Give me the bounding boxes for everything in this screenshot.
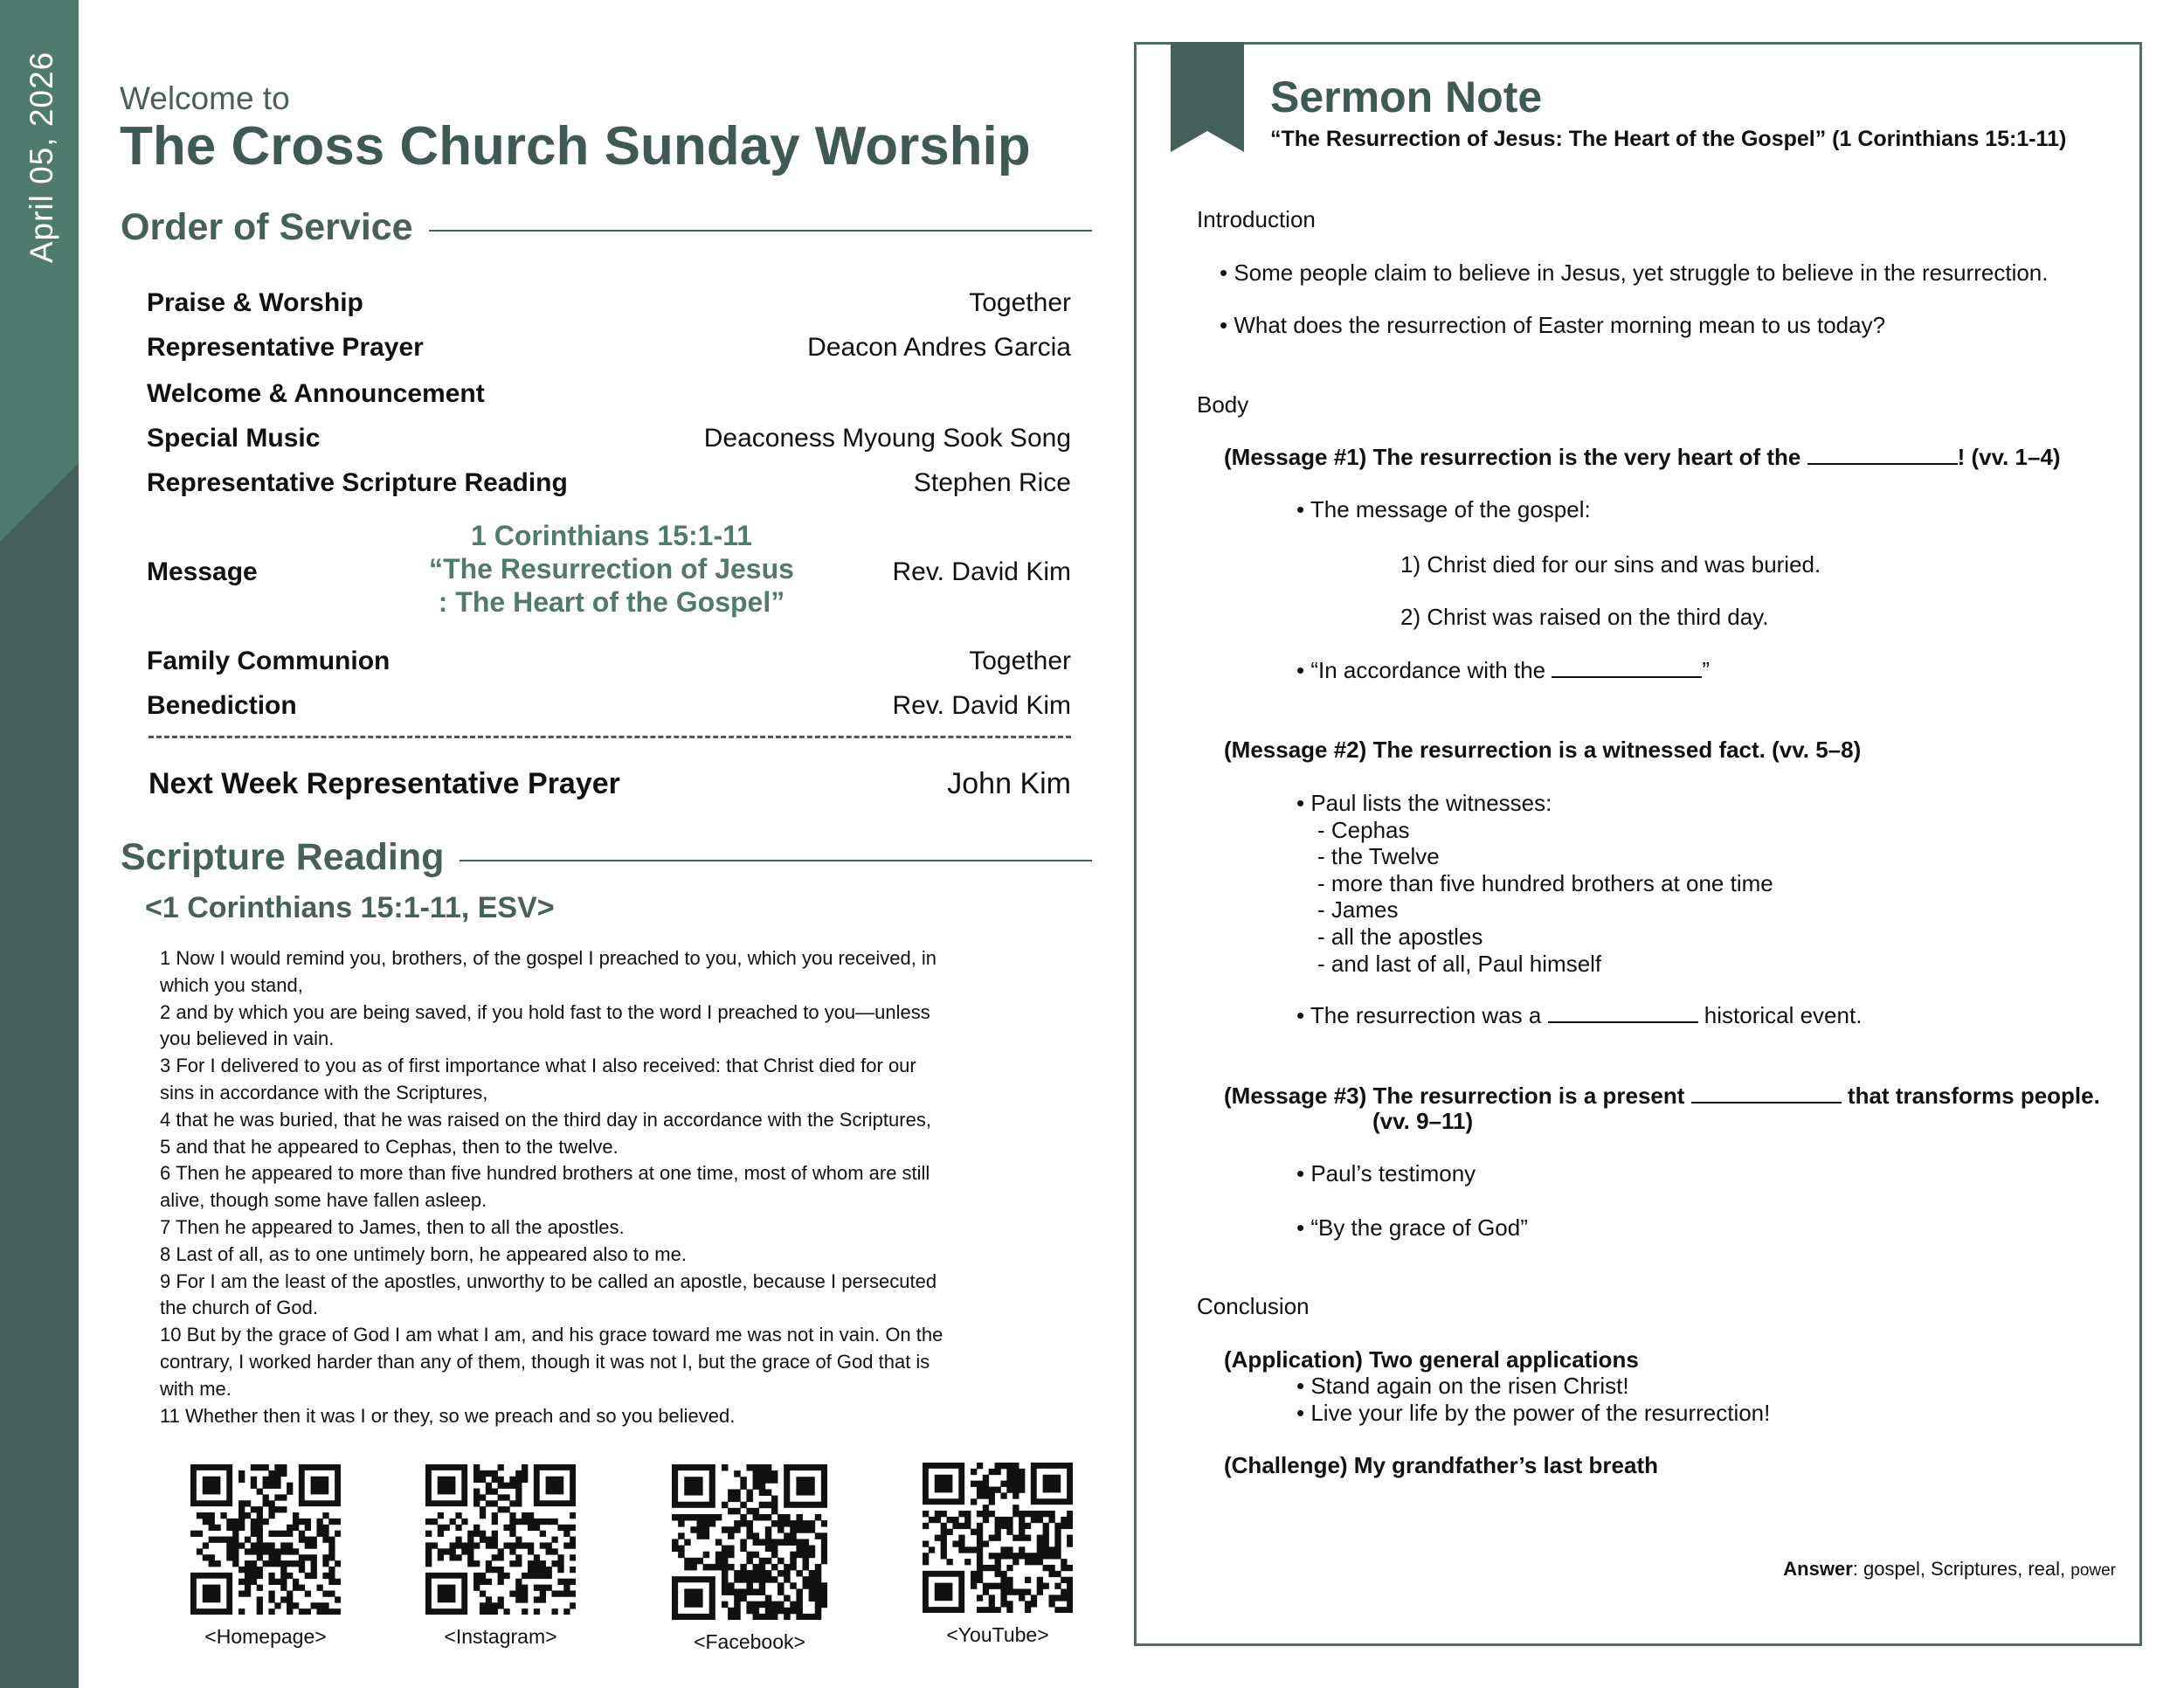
message-3-point	[1224, 1083, 2100, 1110]
service-item-label: Praise & Worship	[147, 288, 363, 317]
fill-text: • The resurrection was a	[1296, 1002, 1542, 1028]
qr-homepage[interactable]	[178, 1464, 353, 1649]
message-2-point: (Message #2) The resurrection is a witnessed fact. (vv. 5–8)	[1224, 737, 1862, 763]
message-title-block	[384, 519, 839, 619]
qr-facebook[interactable]	[662, 1464, 837, 1654]
qr-instagram[interactable]	[413, 1464, 588, 1649]
fill-text: historical event.	[1704, 1002, 1863, 1028]
qr-code-icon[interactable]	[190, 1464, 341, 1615]
sermon-note-subtitle: “The Resurrection of Jesus: The Heart of the Gospel” (1 Corinthians 15:1-11)	[1270, 127, 2067, 151]
witness-item: - all the apostles	[1317, 924, 1483, 950]
witness-item: - and last of all, Paul himself	[1317, 951, 1602, 977]
service-row	[147, 424, 1071, 453]
witness-item: - the Twelve	[1317, 843, 1440, 869]
message-1-point	[1224, 444, 2061, 471]
service-item-label: Representative Scripture Reading	[147, 468, 568, 497]
fill-in-blank[interactable]	[1691, 1084, 1842, 1103]
sidebar-diagonal-shape	[0, 454, 79, 559]
message-3-subpoint: • Paul’s testimony	[1296, 1160, 1476, 1186]
fill-text: ! (vv. 1–4)	[1957, 444, 2061, 470]
sermon-note-title: Sermon Note	[1270, 73, 1543, 121]
fill-text: • “In accordance with the	[1296, 657, 1546, 683]
answer-label: Answer	[1783, 1558, 1853, 1580]
intro-heading: Introduction	[1197, 206, 1316, 232]
page-title: The Cross Church Sunday Worship	[120, 116, 1031, 176]
order-of-service-heading	[121, 206, 1092, 249]
service-item-leader: Deaconess Myoung Sook Song	[703, 424, 1071, 453]
qr-caption: <Instagram>	[444, 1625, 557, 1648]
fill-text: that transforms people.	[1847, 1083, 2100, 1109]
qr-youtube[interactable]	[910, 1463, 1085, 1647]
verse-line: contrary, I worked harder than any of them, though it was not I, but the grace of God that is	[160, 1350, 930, 1373]
witness-item: - Cephas	[1317, 817, 1410, 843]
service-row	[147, 379, 1071, 409]
verse-line: 7 Then he appeared to James, then to all the apostles.	[160, 1215, 625, 1238]
fill-in-blank[interactable]	[1548, 1004, 1698, 1023]
service-item-label: Special Music	[147, 424, 321, 453]
message-2-subpoint: • Paul lists the witnesses:	[1296, 790, 1552, 816]
application-subpoint: • Live your life by the power of the resurrection!	[1296, 1400, 1771, 1426]
service-item-leader: Deacon Andres Garcia	[807, 333, 1071, 362]
next-week-leader: John Kim	[947, 767, 1071, 800]
message-title-line: : The Heart of the Gospel”	[438, 586, 785, 618]
message-3-subpoint: • “By the grace of God”	[1296, 1214, 1528, 1241]
next-week-row	[149, 767, 1071, 801]
fill-text: ”	[1702, 657, 1711, 683]
service-item-leader: Rev. David Kim	[892, 691, 1071, 720]
challenge-point: (Challenge) My grandfather’s last breath	[1224, 1452, 1658, 1478]
verse-line: 2 and by which you are being saved, if you hold fast to the word I preached to you—unless	[160, 1000, 930, 1023]
scripture-text	[160, 945, 1077, 1429]
welcome-text: Welcome to	[120, 80, 290, 116]
answer-key	[1783, 1558, 2116, 1581]
dashed-divider	[149, 736, 1071, 738]
verse-line: 3 For I delivered to you as of first importance what I also received: that Christ died for our	[160, 1055, 916, 1077]
message-reference: 1 Corinthians 15:1-11	[471, 520, 752, 551]
service-item-label: Benediction	[147, 691, 297, 720]
verse-line: 4 that he was buried, that he was raised on the third day in accordance with the Scriptures,	[160, 1108, 931, 1131]
intro-point: • What does the resurrection of Easter morning mean to us today?	[1220, 312, 1886, 338]
qr-caption: <YouTube>	[946, 1623, 1049, 1646]
scripture-heading	[121, 836, 1092, 879]
qr-code-icon[interactable]	[672, 1464, 827, 1620]
verse-line: 6 Then he appeared to more than five hundred brothers at one time, most of whom are still	[160, 1162, 930, 1185]
qr-code-icon[interactable]	[923, 1463, 1073, 1613]
application-subpoint: • Stand again on the risen Christ!	[1296, 1373, 1629, 1399]
verse-line: which you stand,	[160, 973, 303, 996]
order-of-service-title: Order of Service	[121, 206, 413, 248]
verse-line: 9 For I am the least of the apostles, unworthy to be called an apostle, because I persecuted	[160, 1269, 937, 1292]
verse-line: with me.	[160, 1377, 232, 1400]
fill-in-blank[interactable]	[1807, 446, 1958, 465]
message-preacher: Rev. David Kim	[892, 557, 1071, 586]
message-1-detail: 2) Christ was raised on the third day.	[1400, 604, 1769, 630]
verse-line: 1 Now I would remind you, brothers, of the gospel I preached to you, which you received, in	[160, 947, 937, 969]
service-item-leader: Together	[969, 288, 1071, 317]
next-week-label: Next Week Representative Prayer	[149, 767, 620, 800]
fill-text: (Message #1) The resurrection is the very heart of the	[1224, 444, 1801, 470]
application-point: (Application) Two general applications	[1224, 1346, 1639, 1373]
verse-line: 5 and that he appeared to Cephas, then to the twelve.	[160, 1135, 619, 1158]
verse-line: 8 Last of all, as to one untimely born, he appeared also to me.	[160, 1242, 687, 1265]
answer-text-small: power	[2070, 1561, 2116, 1580]
fill-in-blank[interactable]	[1552, 659, 1702, 678]
bookmark-ribbon-icon	[1171, 42, 1244, 152]
verse-line: 11 Whether then it was I or they, so we preach and so you believed.	[160, 1404, 736, 1427]
verse-line: alive, though some have fallen asleep.	[160, 1189, 487, 1212]
witness-item: - James	[1317, 896, 1399, 923]
service-row	[147, 647, 1071, 676]
qr-caption: <Facebook>	[694, 1630, 805, 1653]
message-1-detail: 1) Christ died for our sins and was buried.	[1400, 551, 1821, 578]
service-row	[147, 333, 1071, 363]
heading-rule	[460, 860, 1092, 861]
qr-caption: <Homepage>	[204, 1625, 327, 1648]
witness-item: - more than five hundred brothers at one time	[1317, 870, 1773, 896]
scripture-title: Scripture Reading	[121, 836, 445, 878]
answer-text: : gospel, Scriptures, real,	[1852, 1558, 2066, 1580]
message-1-quote	[1296, 657, 1710, 684]
service-item-label: Representative Prayer	[147, 333, 424, 362]
body-heading: Body	[1197, 391, 1249, 418]
message-1-subpoint: • The message of the gospel:	[1296, 496, 1591, 522]
intro-point: • Some people claim to believe in Jesus, yet struggle to believe in the resurrection.	[1220, 259, 2049, 286]
verse-line: the church of God.	[160, 1297, 318, 1319]
verse-line: sins in accordance with the Scriptures,	[160, 1081, 488, 1103]
service-row	[147, 691, 1071, 721]
service-date: April 05, 2026	[24, 51, 59, 264]
service-row	[147, 288, 1071, 318]
service-item-label: Family Communion	[147, 647, 390, 675]
qr-code-icon[interactable]	[425, 1464, 576, 1615]
verse-line: 10 But by the grace of God I am what I am, and his grace toward me was not in vain. On the	[160, 1324, 943, 1346]
fill-text: (Message #3) The resurrection is a present	[1224, 1083, 1685, 1109]
message-label: Message	[147, 557, 258, 586]
service-item-label: Welcome & Announcement	[147, 379, 485, 408]
message-title-line: “The Resurrection of Jesus	[429, 553, 794, 585]
service-item-leader: Stephen Rice	[913, 468, 1071, 497]
conclusion-heading: Conclusion	[1197, 1293, 1310, 1319]
verse-line: you believed in vain.	[160, 1027, 335, 1050]
message-3-verses: (vv. 9–11)	[1372, 1108, 1474, 1134]
date-sidebar	[0, 0, 79, 1688]
service-item-leader: Together	[969, 647, 1071, 675]
message-2-event	[1296, 1002, 1862, 1029]
heading-rule	[429, 230, 1092, 232]
service-row	[147, 468, 1071, 498]
scripture-reference: <1 Corinthians 15:1-11, ESV>	[145, 891, 555, 924]
